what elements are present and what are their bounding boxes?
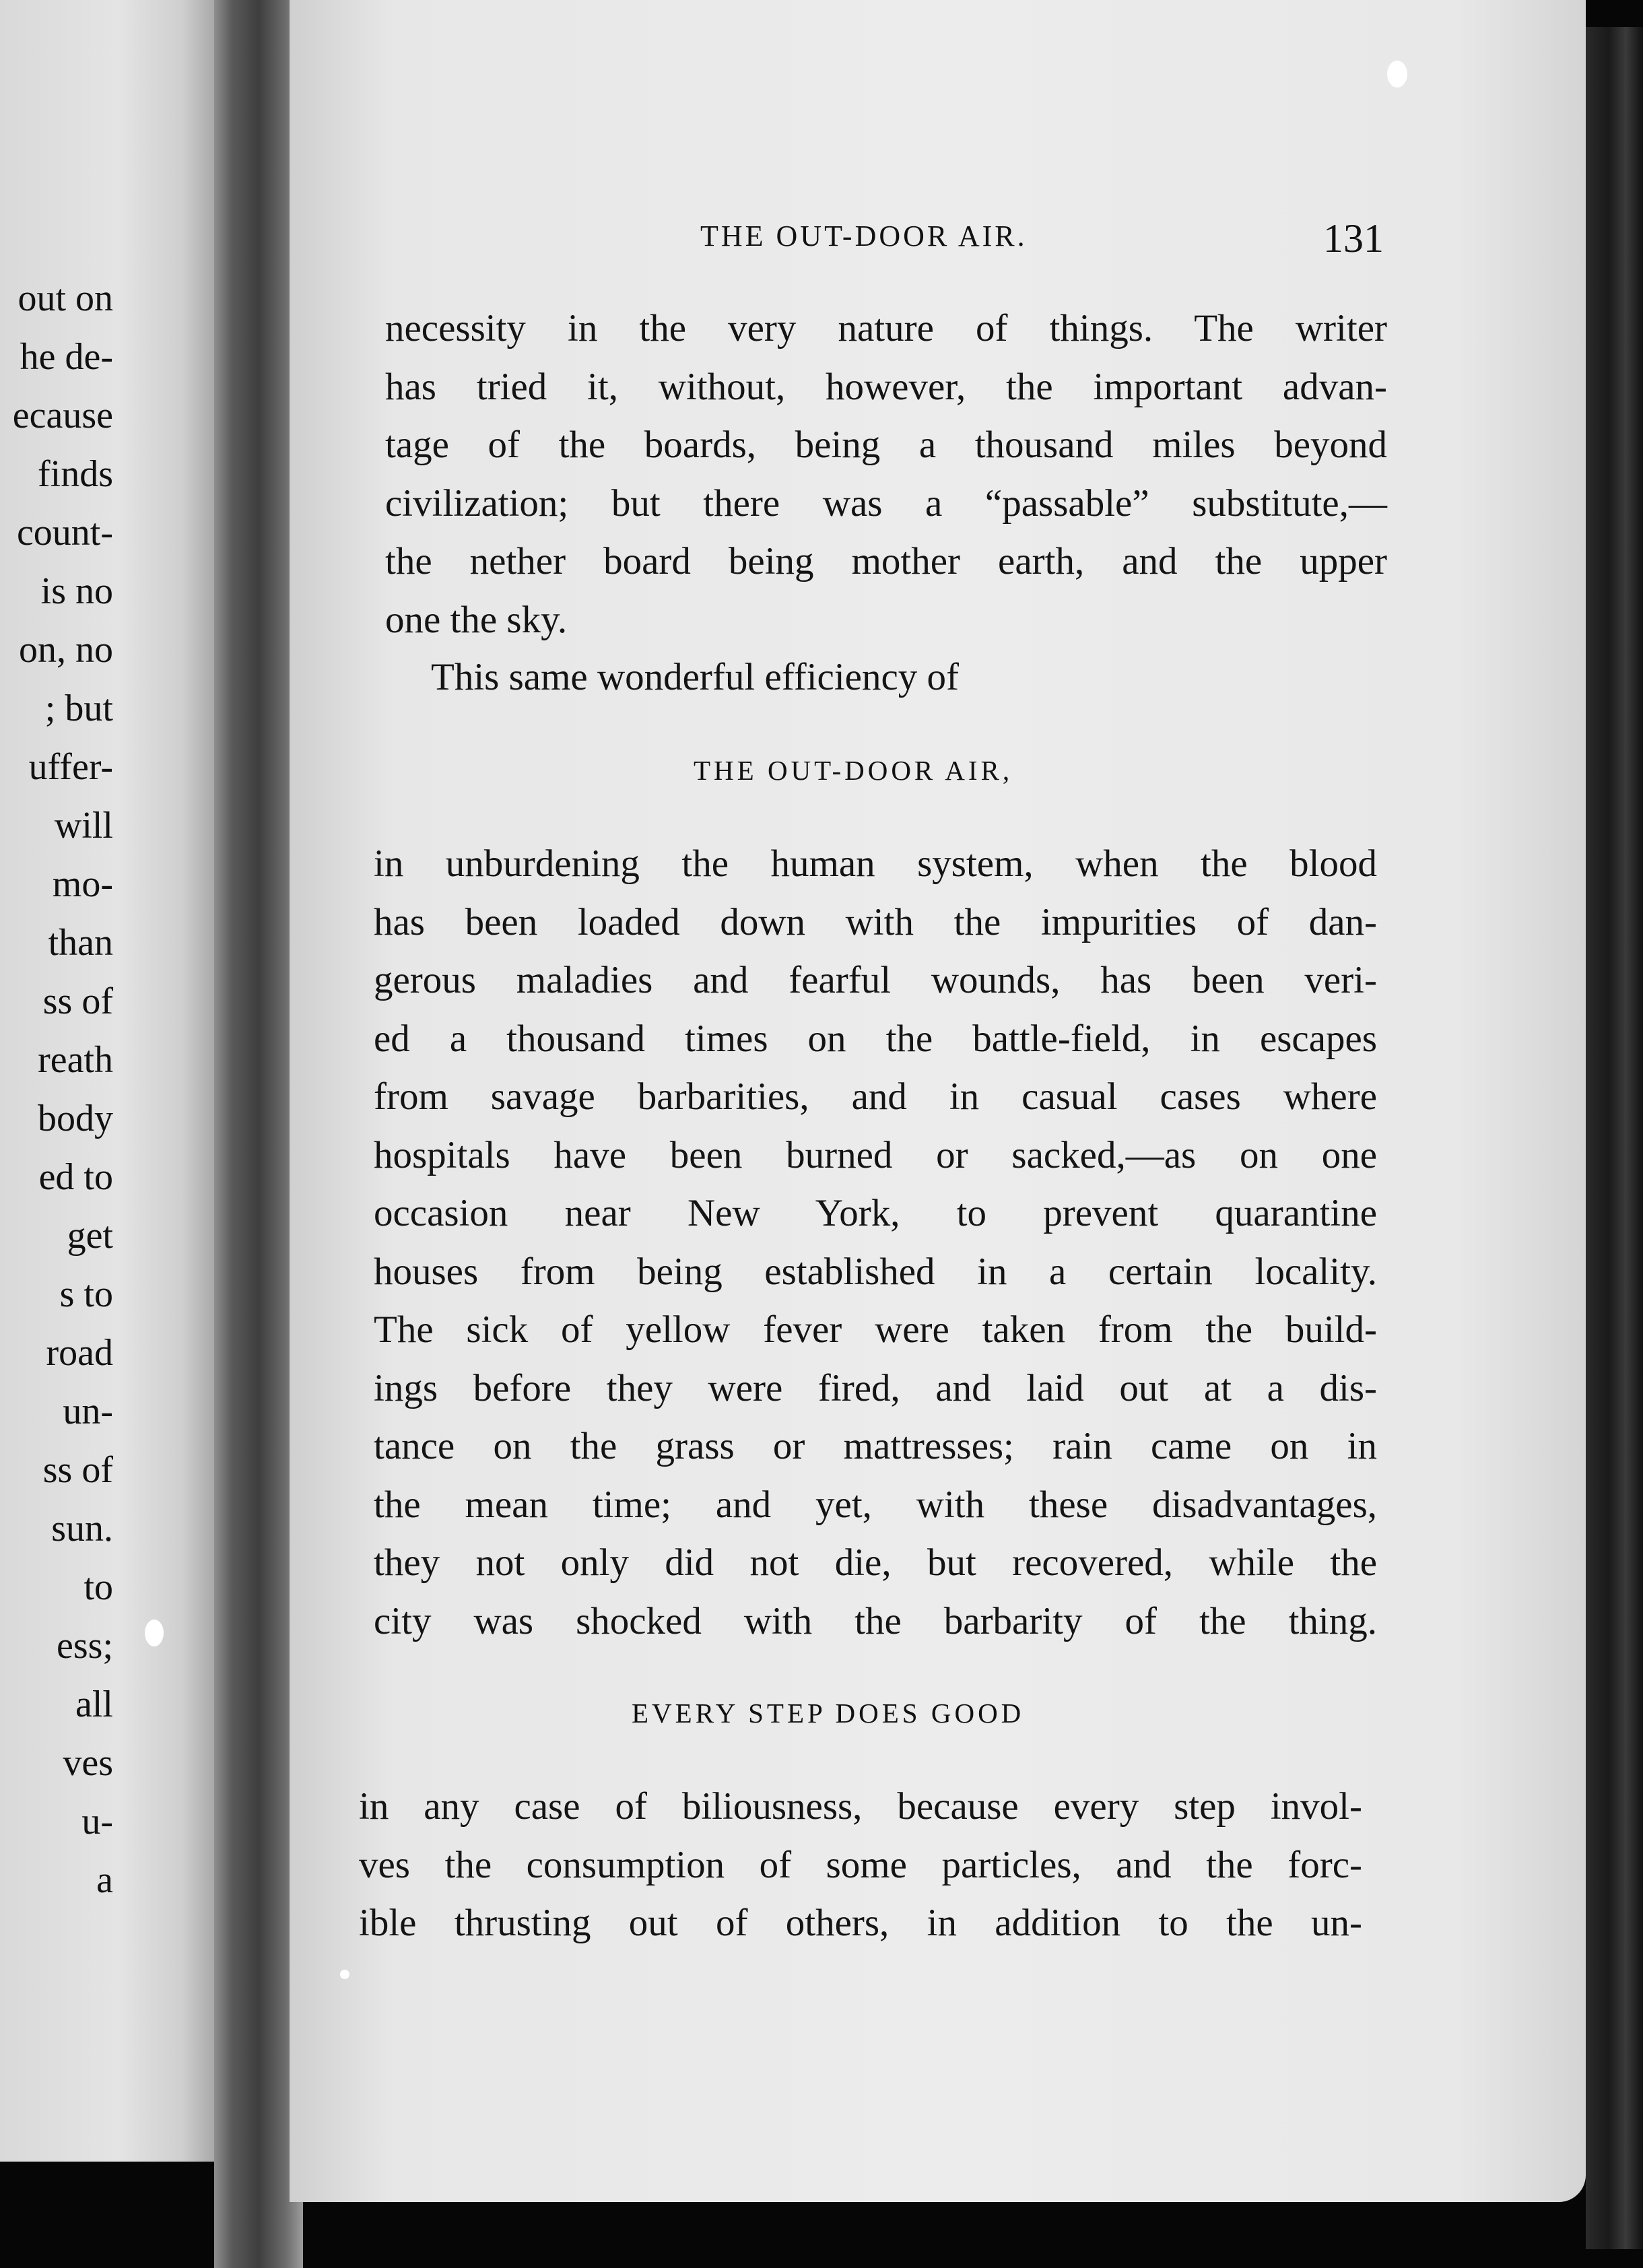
subheading-every-step: EVERY STEP DOES GOOD	[632, 1698, 1025, 1729]
paragraph-1	[385, 300, 1387, 649]
text-line: ed a thousand times on the battle-field, in escapes	[374, 1017, 1377, 1060]
left-page-line: un-	[63, 1391, 113, 1432]
left-page-line: count-	[16, 512, 113, 554]
left-page-line: is no	[40, 570, 113, 612]
subheading-out-door-air: THE OUT-DOOR AIR,	[694, 755, 1013, 786]
paragraph-4	[359, 1778, 1362, 1953]
left-page-line: ecause	[12, 395, 113, 436]
text-line: ible thrusting out of others, in addition to the un-	[359, 1902, 1362, 1944]
text-line: has tried it, without, however, the important advan-	[385, 365, 1387, 408]
left-page-line: ed to	[38, 1156, 113, 1198]
left-page-line: he de-	[20, 336, 113, 378]
left-page-line: mo-	[52, 863, 113, 905]
left-page-line: road	[46, 1332, 113, 1374]
text-line: city was shocked with the barbarity of the thing.	[374, 1599, 1377, 1642]
left-page-line: a	[96, 1859, 113, 1901]
text-line: the mean time; and yet, with these disadvantages,	[374, 1483, 1377, 1526]
text-line: civilization; but there was a “passable” substitute,—	[385, 481, 1387, 525]
left-page-line: s to	[59, 1273, 113, 1315]
left-page-line: uffer-	[28, 746, 113, 788]
text-line: they not only did not die, but recovered, while the	[374, 1541, 1377, 1584]
left-page-line: ess;	[57, 1625, 113, 1667]
text-line: one the sky.	[385, 598, 568, 641]
scan-speck	[1387, 61, 1407, 88]
left-page-line: ss of	[42, 1449, 113, 1491]
text-line: in any case of biliousness, because every step invol-	[359, 1785, 1362, 1828]
text-line: occasion near New York, to prevent quarantine	[374, 1192, 1377, 1234]
text-line: necessity in the very nature of things. The writer	[385, 307, 1387, 349]
paragraph-2	[377, 648, 1379, 707]
text-line: hospitals have been burned or sacked,—as on one	[374, 1133, 1377, 1176]
left-page-line: ves	[63, 1742, 113, 1784]
text-line: ves the consumption of some particles, and the forc-	[359, 1843, 1362, 1886]
left-page-line: reath	[38, 1039, 113, 1081]
left-page-line: body	[38, 1098, 113, 1139]
text-line: in unburdening the human system, when the blood	[374, 842, 1377, 885]
text-line: from savage barbarities, and in casual cases where	[374, 1075, 1377, 1118]
text-line: tance on the grass or mattresses; rain came on in	[374, 1425, 1377, 1467]
text-line: has been loaded down with the impurities of dan-	[374, 900, 1377, 943]
left-page-line: to	[83, 1566, 113, 1608]
scan-speck	[145, 1620, 164, 1646]
left-page-line: finds	[38, 453, 113, 495]
text-line: tage of the boards, being a thousand miles beyond	[385, 424, 1387, 466]
left-page-text	[0, 269, 113, 1910]
left-page-line: u-	[81, 1801, 113, 1842]
page-edge-stack	[1586, 27, 1643, 2249]
left-page-line: on, no	[19, 629, 113, 671]
scan-speck	[340, 1970, 349, 1979]
left-page-line: get	[67, 1215, 113, 1257]
left-page-line: ; but	[44, 688, 113, 729]
text-line: The sick of yellow fever were taken from the build-	[374, 1308, 1377, 1351]
left-page-line: all	[75, 1683, 113, 1725]
left-page-fragment	[0, 0, 214, 2162]
left-page-line: will	[54, 805, 113, 846]
left-page-line: out on	[18, 277, 113, 319]
paragraph-3	[374, 835, 1377, 1650]
page-number: 131	[1323, 216, 1384, 261]
text-line: ings before they were fired, and laid out at a dis-	[374, 1366, 1377, 1409]
text-line: the nether board being mother earth, and the upper	[385, 540, 1387, 582]
running-head: THE OUT-DOOR AIR.	[700, 220, 1028, 253]
left-page-line: sun.	[51, 1508, 113, 1549]
left-page-line: ss of	[42, 980, 113, 1022]
text-line: gerous maladies and fearful wounds, has been veri-	[374, 959, 1377, 1001]
left-page-line: than	[48, 922, 113, 964]
text-line: This same wonderful efficiency of	[431, 656, 960, 698]
text-line: houses from being established in a certain locality.	[374, 1250, 1377, 1293]
